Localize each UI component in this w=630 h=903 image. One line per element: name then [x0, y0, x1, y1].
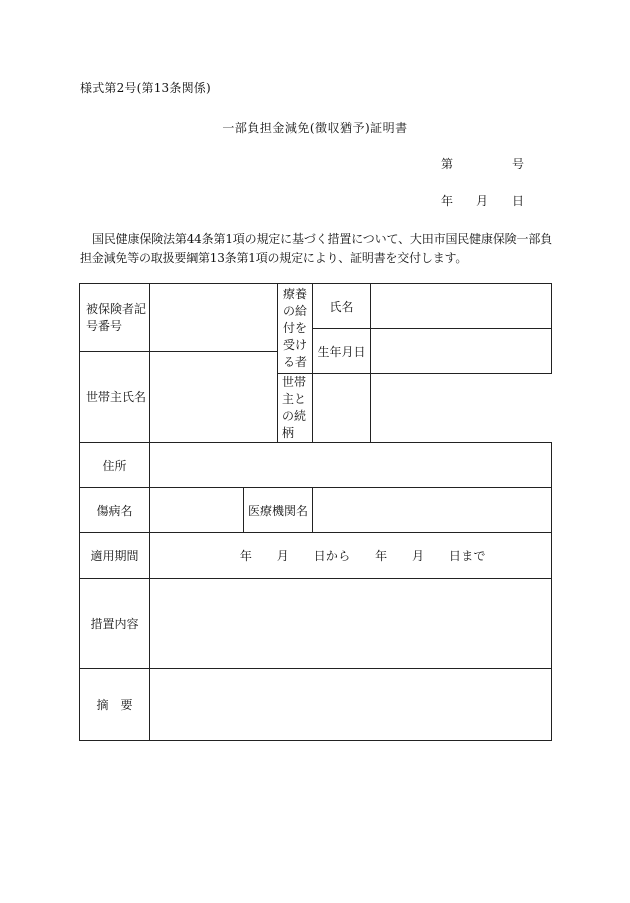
name-label-cell: [313, 284, 371, 329]
period-value: 年 月 日から 年 月 日まで: [239, 549, 486, 563]
period-label-cell: [80, 533, 150, 579]
institution-label: 医療機関名: [247, 503, 308, 518]
summary-field[interactable]: [150, 669, 552, 741]
document-title: 一部負担金減免(徴収猶予)証明書: [222, 121, 408, 135]
relationship-field[interactable]: [313, 374, 371, 443]
birthdate-label-cell: [313, 329, 371, 374]
recipient-label: 療養の給付を受ける者: [282, 287, 307, 369]
household-head-label: 世帯主氏名: [86, 389, 147, 404]
name-label: 氏名: [329, 299, 354, 314]
form-number: 様式第2号(第13条関係): [80, 81, 211, 95]
disease-label-cell: [80, 488, 150, 533]
period-label: 適用期間: [90, 549, 139, 563]
summary-label-cell: [80, 669, 150, 741]
household-head-field[interactable]: [150, 352, 278, 443]
relationship-label-cell: [278, 374, 313, 443]
insured-number-field[interactable]: [150, 284, 278, 352]
disease-field[interactable]: [150, 488, 244, 533]
date-label-year: 年: [441, 194, 454, 208]
date-label-month: 月: [476, 194, 489, 208]
birthdate-label: 生年月日: [317, 344, 366, 359]
disease-label: 傷病名: [96, 503, 133, 518]
number-label-go: 号: [512, 157, 525, 171]
address-label: 住所: [102, 458, 127, 473]
recipient-label-cell: [278, 284, 313, 374]
name-field[interactable]: [371, 284, 552, 329]
household-head-label-cell: [80, 352, 150, 443]
address-field[interactable]: [150, 443, 552, 488]
measures-field[interactable]: [150, 579, 552, 669]
date-label-day: 日: [512, 194, 525, 208]
relationship-label: 世帯主との続柄: [282, 375, 307, 440]
birthdate-field[interactable]: [371, 329, 552, 374]
institution-field[interactable]: [313, 488, 552, 533]
number-label-dai: 第: [441, 157, 454, 171]
measures-label: 措置内容: [90, 617, 139, 631]
institution-label-cell: [244, 488, 313, 533]
measures-label-cell: [80, 579, 150, 669]
summary-label: 摘 要: [96, 698, 133, 712]
insured-number-label: 被保険者記号番号: [86, 301, 147, 333]
body-paragraph: 国民健康保険法第44条第1項の規定に基づく措置について、大田市国民健康保険一部負担金減免等の取扱要綱第13条第1項の規定により、証明書を交付します。: [80, 232, 552, 265]
address-label-cell: [80, 443, 150, 488]
insured-number-label-cell: [80, 284, 150, 352]
certificate-table: [79, 283, 552, 741]
period-field[interactable]: [150, 533, 552, 579]
